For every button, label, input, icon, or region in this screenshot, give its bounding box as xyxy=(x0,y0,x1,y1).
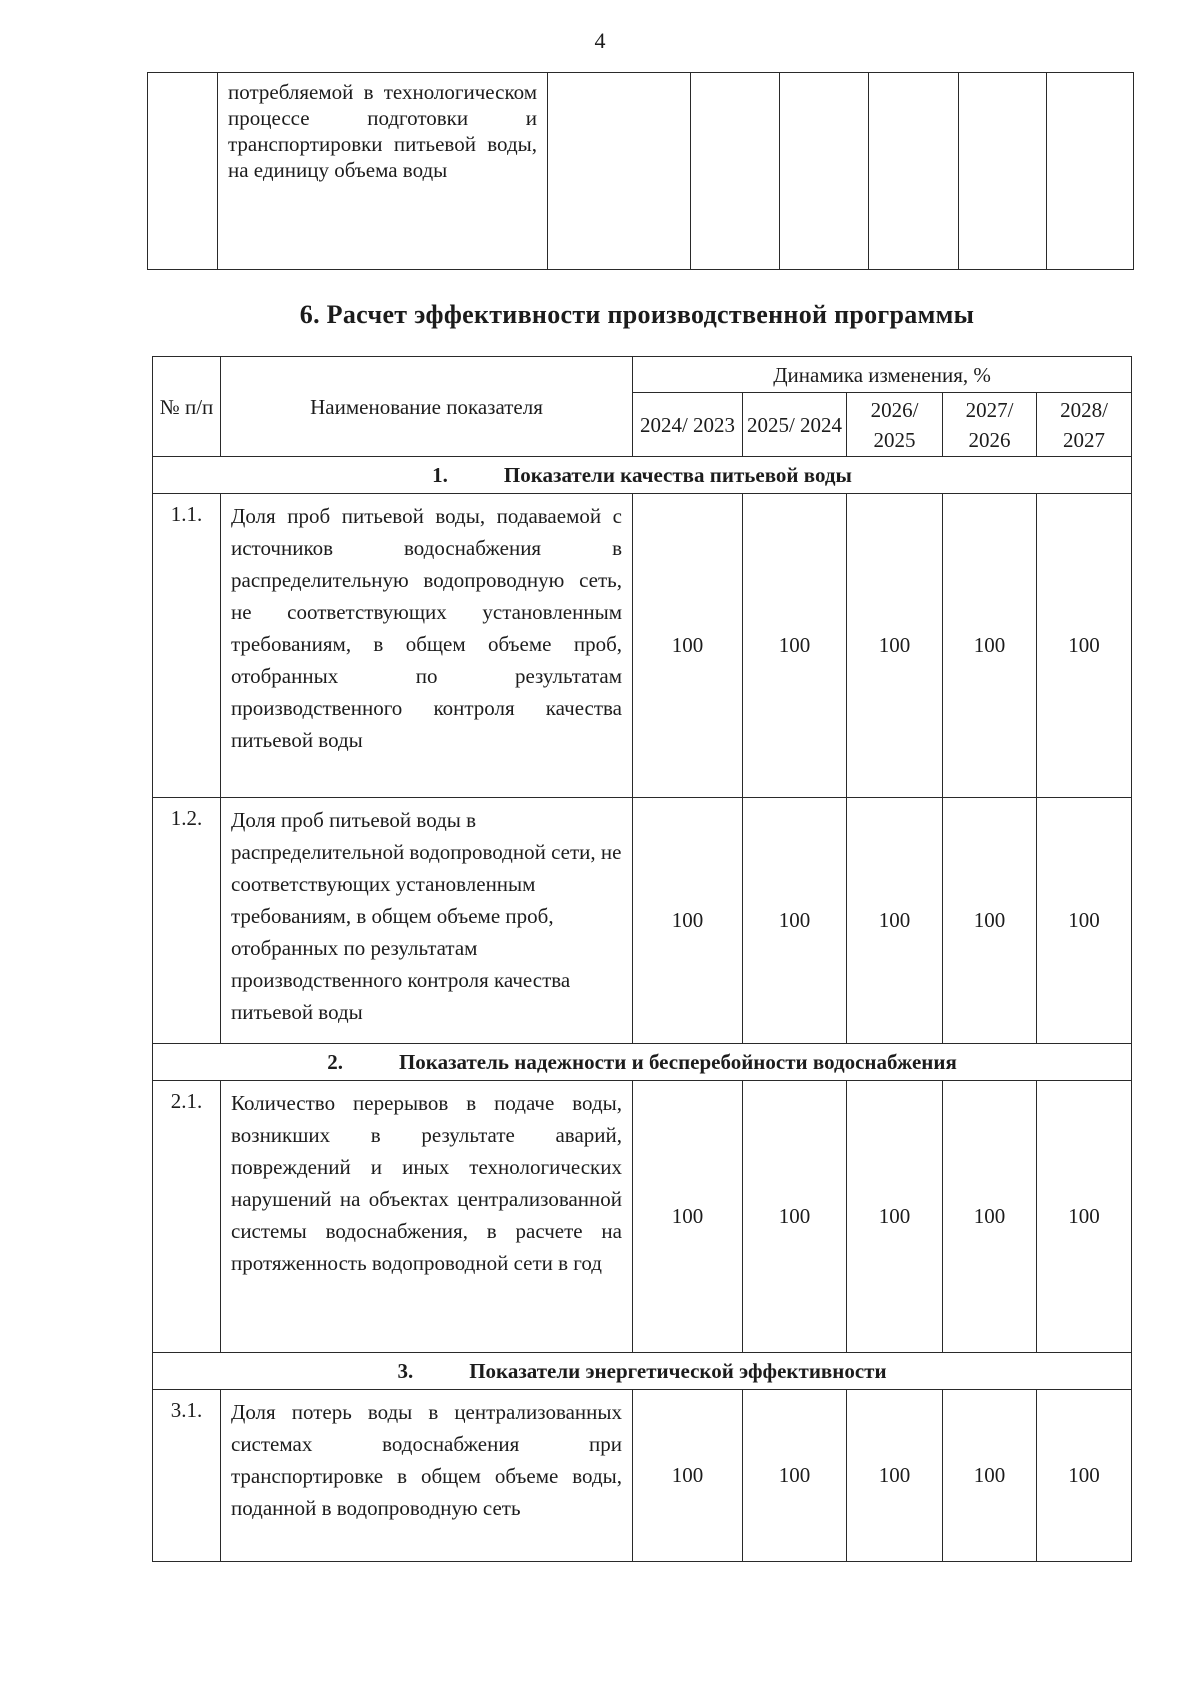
value-cell: 100 xyxy=(1037,1390,1132,1562)
value-cell: 100 xyxy=(943,494,1037,798)
row-number: 1.2. xyxy=(153,798,221,1044)
value-cell xyxy=(1047,73,1134,270)
header-year: 2027/ 2026 xyxy=(943,393,1037,457)
indicator-description: Доля проб питьевой воды, подаваемой с источников водоснабжения в распределительную водопроводную сеть, не соответствующих установленным требованиям, в общем объеме проб, отобранных по результатам производственного контроля качества питьевой воды xyxy=(221,494,633,798)
group-header-row xyxy=(153,1353,1132,1390)
row-number: 2.1. xyxy=(153,1081,221,1353)
value-cell: 100 xyxy=(943,798,1037,1044)
header-year: 2028/ 2027 xyxy=(1037,393,1132,457)
row-number: 3.1. xyxy=(153,1390,221,1562)
table-row xyxy=(153,798,1132,1044)
value-cell: 100 xyxy=(847,1081,943,1353)
value-cell: 100 xyxy=(847,494,943,798)
value-cell: 100 xyxy=(943,1081,1037,1353)
value-cell: 100 xyxy=(847,1390,943,1562)
header-year: 2024/ 2023 xyxy=(633,393,743,457)
group-title xyxy=(153,457,1132,494)
section-title: 6. Расчет эффективности производственной программы xyxy=(299,300,975,329)
group-title xyxy=(153,1353,1132,1390)
value-cell: 100 xyxy=(743,798,847,1044)
value-cell xyxy=(869,73,959,270)
value-cell: 100 xyxy=(847,798,943,1044)
table-row xyxy=(153,494,1132,798)
indicator-description: потребляемой в технологическом процессе подготовки и транспортировки питьевой воды, на единицу объема воды xyxy=(218,73,548,270)
group-title-text: Показатели качества питьевой воды xyxy=(503,462,852,487)
value-cell xyxy=(548,73,691,270)
table-row xyxy=(153,1081,1132,1353)
value-cell xyxy=(780,73,869,270)
row-number: 1.1. xyxy=(153,494,221,798)
header-num: № п/п xyxy=(153,357,221,457)
indicator-description: Доля проб питьевой воды в распределительной водопроводной сети, не соответствующих установленным требованиям, в общем объеме проб, отобранных по результатам производственного контроля качества питьевой воды xyxy=(221,798,633,1044)
continued-row xyxy=(148,73,1134,270)
value-cell xyxy=(959,73,1047,270)
continued-table xyxy=(147,72,1134,270)
header-row xyxy=(153,357,1132,393)
value-cell xyxy=(691,73,780,270)
header-name: Наименование показателя xyxy=(221,357,633,457)
group-title-text: Показатели энергетической эффективности xyxy=(469,1358,887,1383)
value-cell: 100 xyxy=(1037,1081,1132,1353)
group-header-row xyxy=(153,457,1132,494)
value-cell: 100 xyxy=(633,494,743,798)
value-cell: 100 xyxy=(743,1081,847,1353)
group-header-row xyxy=(153,1044,1132,1081)
group-number: 1. xyxy=(432,462,448,487)
table-row xyxy=(153,1390,1132,1562)
page-number: 4 xyxy=(594,28,606,53)
value-cell: 100 xyxy=(743,1390,847,1562)
efficiency-table xyxy=(152,356,1132,1562)
value-cell: 100 xyxy=(943,1390,1037,1562)
value-cell: 100 xyxy=(633,1081,743,1353)
group-title-text: Показатель надежности и бесперебойности водоснабжения xyxy=(398,1049,957,1074)
indicator-description: Доля потерь воды в централизованных системах водоснабжения при транспортировке в общем объеме воды, поданной в водопроводную сеть xyxy=(221,1390,633,1562)
value-cell: 100 xyxy=(1037,798,1132,1044)
value-cell: 100 xyxy=(633,1390,743,1562)
indicator-description: Количество перерывов в подаче воды, возникших в результате аварий, повреждений и иных технологических нарушений на объектах централизованной системы водоснабжения, в расчете на протяженность водопроводной сети в год xyxy=(221,1081,633,1353)
header-year: 2025/ 2024 xyxy=(743,393,847,457)
value-cell: 100 xyxy=(633,798,743,1044)
group-number: 3. xyxy=(397,1358,414,1383)
value-cell: 100 xyxy=(1037,494,1132,798)
header-year: 2026/ 2025 xyxy=(847,393,943,457)
group-number: 2. xyxy=(327,1049,343,1074)
header-dynamics: Динамика изменения, % xyxy=(633,357,1132,393)
value-cell: 100 xyxy=(743,494,847,798)
num-cell xyxy=(148,73,218,270)
group-title xyxy=(153,1044,1132,1081)
